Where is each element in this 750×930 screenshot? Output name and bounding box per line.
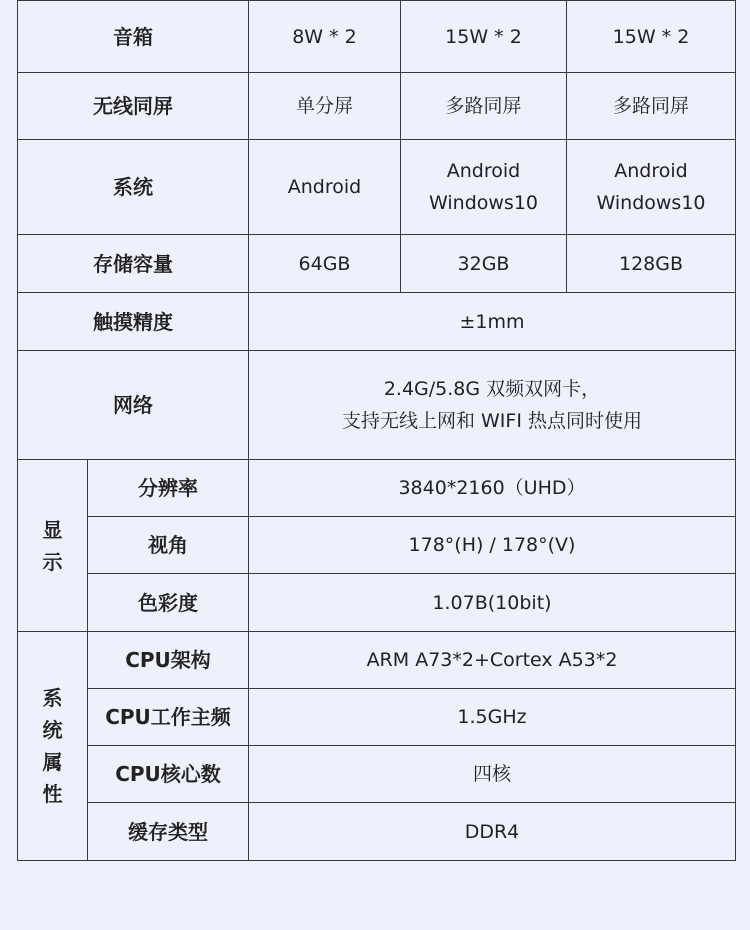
group-label-system-props <box>18 632 88 861</box>
cell-value: 8W * 2 <box>249 1 401 73</box>
row-wireless <box>18 73 736 140</box>
row-touch <box>18 293 736 351</box>
cell-value: 1.07B(10bit) <box>249 574 736 632</box>
row-cpu-freq <box>18 689 736 746</box>
row-label: 触摸精度 <box>18 293 249 351</box>
row-storage <box>18 235 736 293</box>
cell-value: 128GB <box>567 235 736 293</box>
row-label: 视角 <box>88 517 249 574</box>
cell-value: ARM A73*2+Cortex A53*2 <box>249 632 736 689</box>
cell-line: Android <box>446 160 521 182</box>
cell-line: Windows10 <box>596 192 706 214</box>
cell-value: 1.5GHz <box>249 689 736 746</box>
row-label: CPU工作主频 <box>88 689 249 746</box>
row-label: 存储容量 <box>18 235 249 293</box>
row-cpu-cores <box>18 746 736 803</box>
cell-line: Windows10 <box>429 192 538 214</box>
row-label: 无线同屏 <box>18 73 249 140</box>
row-view-angle <box>18 517 736 574</box>
row-label: 分辨率 <box>88 460 249 517</box>
row-label: 色彩度 <box>88 574 249 632</box>
cell-value <box>249 140 401 235</box>
cell-value: 15W * 2 <box>401 1 567 73</box>
cell-value <box>567 140 736 235</box>
cell-value: ±1mm <box>249 293 736 351</box>
cell-value: 3840*2160（UHD） <box>249 460 736 517</box>
cell-value: 178°(H) / 178°(V) <box>249 517 736 574</box>
cell-value: 多路同屏 <box>567 73 736 140</box>
row-label: 缓存类型 <box>88 803 249 861</box>
cell-value: 32GB <box>401 235 567 293</box>
row-label: 系统 <box>18 140 249 235</box>
row-label: CPU架构 <box>88 632 249 689</box>
row-cpu-arch <box>18 632 736 689</box>
row-label: 网络 <box>18 351 249 460</box>
group-char: 性 <box>42 782 63 806</box>
cell-value: 64GB <box>249 235 401 293</box>
spec-table <box>17 0 736 861</box>
cell-value: 单分屏 <box>249 73 401 140</box>
row-cache-type <box>18 803 736 861</box>
group-char: 统 <box>42 718 63 742</box>
group-char: 显 <box>42 517 63 542</box>
row-label: 音箱 <box>18 1 249 73</box>
cell-line: Android <box>614 160 688 182</box>
group-char: 属 <box>42 750 63 774</box>
cell-line: 支持无线上网和 WIFI 热点同时使用 <box>341 410 642 432</box>
group-label-display <box>18 460 88 632</box>
cell-value <box>249 351 736 460</box>
cell-value: 15W * 2 <box>567 1 736 73</box>
cell-value <box>401 140 567 235</box>
cell-line: 2.4G/5.8G 双频双网卡， <box>383 378 601 400</box>
group-char: 示 <box>42 549 63 574</box>
row-system <box>18 140 736 235</box>
row-speaker <box>18 1 736 73</box>
row-color-depth <box>18 574 736 632</box>
cell-value: 多路同屏 <box>401 73 567 140</box>
cell-value: DDR4 <box>249 803 736 861</box>
row-label: CPU核心数 <box>88 746 249 803</box>
group-char: 系 <box>42 686 63 710</box>
cell-value: 四核 <box>249 746 736 803</box>
cell-line: Android <box>287 176 362 198</box>
row-resolution <box>18 460 736 517</box>
row-network <box>18 351 736 460</box>
